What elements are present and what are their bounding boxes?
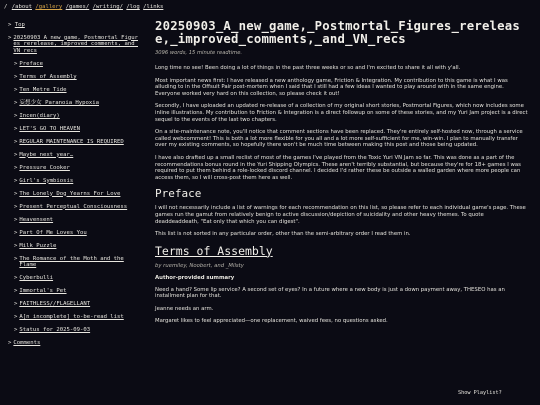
toc-item-link[interactable]: Present Perceptual Consciousness: [19, 203, 128, 210]
toc-item-arrow: >: [14, 73, 18, 80]
toc-item-link[interactable]: Terms of Assembly: [19, 73, 77, 80]
paragraph-3: Secondly, I have uploaded an updated re-release of a collection of my original short stories, Postmortal Figures, which now includes some inline illustrations. My contribution to Friction & Integration is a direct followup on some of these stories, and my Yuri Jam project is a direct sequel to the events of the last two chapters.: [155, 103, 528, 123]
toc-item-arrow: >: [14, 255, 18, 262]
toc-item: [14, 126, 138, 139]
nav-gallery-link[interactable]: /gallery: [35, 4, 63, 10]
toc-item-arrow: >: [14, 314, 18, 321]
paragraph-5: I have also drafted up a small reclist of most of the games I've played from the Toxic Yuri VN Jam so far. This was done as a part of the recommendations bonus round in the Yuri Shipping Olympics. These aren't terribly substantial, but because they're for 18+ games I was required to put them behind a role-locked discord channel. I decided I'd rather these be outside a walled garden where more people can access them, so I will cross-post them here as well.: [155, 154, 521, 181]
toc-item-link[interactable]: Pressure Cooker: [19, 164, 70, 171]
toc-item-arrow: >: [14, 60, 18, 67]
toc-item-link[interactable]: Immortal's Pet: [19, 288, 67, 295]
paragraph-10: Margaret likes to feel appreciated—one replacement, waived fees, no questions asked.: [155, 318, 388, 325]
toc-item: [14, 87, 138, 100]
toc-item-link[interactable]: FAITHLESS//FLAGELLANT: [19, 301, 91, 308]
toc-item: [14, 165, 138, 178]
toc-item-arrow: >: [14, 301, 18, 308]
preface-heading: Preface: [155, 187, 202, 201]
toc-item-arrow: >: [14, 190, 18, 197]
paragraph-9: Jeanne needs an arm.: [155, 305, 214, 312]
terms-of-assembly-heading[interactable]: Terms of Assembly: [155, 243, 273, 258]
top-nav: [4, 4, 163, 10]
nav-links-link[interactable]: /links: [143, 4, 164, 10]
toc-item-link[interactable]: LET'S GO TO HEAVEN: [19, 125, 80, 132]
toc-item-arrow: >: [14, 151, 18, 158]
toc-item: [14, 301, 138, 314]
toc-article-arrow: >: [8, 34, 12, 41]
toc-item-link[interactable]: Incen(diary): [19, 112, 60, 119]
toc-item: [14, 74, 138, 87]
article: [155, 20, 529, 331]
author-summary-heading: Author-provided summary: [155, 274, 235, 281]
article-title: 20250903_A_new_game,_Postmortal_Figures_rerelease,_improved_comments,_and_VN_recs: [155, 19, 520, 46]
toc-item: [14, 100, 138, 113]
nav-games-link[interactable]: /games/: [65, 4, 90, 10]
toc-item: [14, 275, 138, 288]
toc-item-link[interactable]: A[n incomplete] to-be-read list: [19, 314, 124, 321]
nav-writing-link[interactable]: /writing/: [92, 4, 123, 10]
toc-item: [14, 314, 138, 327]
toc-item-link[interactable]: Maybe next year…: [19, 151, 74, 158]
toc-item-arrow: >: [14, 86, 18, 93]
toc-item: [14, 139, 138, 152]
paragraph-7: This list is not sorted in any particular order, other than the semi-arbitrary order I read them in.: [155, 231, 411, 238]
toc-list: [8, 61, 138, 340]
paragraph-1: Long time no see! Been doing a lot of things in the past three weeks or so and I'm excited to share it all with y'all.: [155, 65, 461, 71]
toc-item-link[interactable]: Milk Puzzle: [19, 242, 57, 249]
nav-log-link[interactable]: /log: [126, 4, 140, 10]
toc-item: [14, 217, 138, 230]
paragraph-8: Need a hand? Some lip service? A second set of eyes? In a future where a new body is just a down payment away, THESEO has an installment plan for that.: [155, 286, 505, 300]
toc-item: [14, 191, 138, 204]
table-of-contents: [8, 22, 138, 353]
toc-item: [14, 256, 138, 276]
show-playlist-button[interactable]: Show Playlist?: [458, 390, 502, 396]
toc-item-link[interactable]: Girl's Symbiosis: [19, 177, 74, 184]
toc-item-link[interactable]: Cyberbulli: [19, 275, 54, 282]
toc-item-link[interactable]: Heavensent: [19, 216, 54, 223]
toc-item-link[interactable]: Ten Metre Tide: [19, 86, 67, 93]
toc-comments-link[interactable]: Comments: [13, 340, 41, 347]
toc-item: [14, 61, 138, 74]
toc-item-arrow: >: [14, 216, 18, 223]
toc-item-arrow: >: [14, 138, 18, 145]
toc-item-arrow: >: [14, 229, 18, 236]
toc-item: [14, 113, 138, 126]
toc-item: [14, 230, 138, 243]
toc-item-arrow: >: [14, 275, 18, 282]
toc-item: [14, 178, 138, 191]
toc-item-arrow: >: [14, 112, 18, 119]
article-meta: 3096 words, 15 minute readtime.: [155, 50, 243, 56]
toc-article-link[interactable]: 20250903_A_new_game,_Postmortal_Figures_rerelease,_improved_comments,_and_VN_recs: [13, 34, 138, 54]
toc-item-arrow: >: [14, 125, 18, 132]
toc-item-link[interactable]: Status for 2025-09-03: [19, 327, 91, 334]
toc-comments-arrow: >: [8, 340, 12, 347]
paragraph-2: Most important news first: I have released a new anthology game, Friction & Integration. My contribution to this game is what I was alluding to in the Offsuit Pair post-mortem when I said that I still had a few ideas I wanted to play around with in the same engine. Everyone worked very hard on this collection, so please check it out!: [155, 77, 508, 97]
paragraph-4: On a site-maintenance note, you'll notice that comment sections have been replaced. They're entirely self-hosted now, through a service called webcomment! This is both a lot more flexible for you all and a lot more self-sufficient for me, win-win. I plan to manually transfer over my existing comments, so hopefully there won't be much time between making this post and those being updated.: [155, 129, 523, 149]
nav-about-link[interactable]: /about: [11, 4, 32, 10]
nav-root-slash: /: [4, 4, 8, 10]
toc-item-arrow: >: [14, 288, 18, 295]
toc-item-link[interactable]: 妄想少女 Paranoia Hypoxia: [19, 99, 100, 106]
toc-item-link[interactable]: The Romance of the Moth and the Flame: [19, 255, 124, 269]
toc-item-arrow: >: [14, 177, 18, 184]
toc-top-arrow: >: [8, 22, 15, 28]
byline: by ruemiley, Noobert, and _Milsty: [155, 262, 244, 269]
toc-item: [14, 243, 138, 256]
toc-item-arrow: >: [14, 327, 18, 334]
toc-item-link[interactable]: Preface: [19, 60, 43, 67]
toc-item-arrow: >: [14, 164, 18, 171]
paragraph-6: I will not necessarily include a list of warnings for each recommendation on this list, so please refer to each individual game's page. These games run the gamut from relatively benign to active discussion/depiction of suicidality and other heavy themes. To quote deaddeaddeath, "Eat only that which you can digest".: [155, 205, 526, 225]
toc-item-arrow: >: [14, 203, 18, 210]
toc-item-arrow: >: [14, 242, 18, 249]
toc-item-link[interactable]: Part Of Me Loves You: [19, 229, 87, 236]
toc-item: [14, 152, 138, 165]
toc-item: [14, 288, 138, 301]
toc-item: [14, 327, 138, 340]
toc-item-link[interactable]: REGULAR MAINTENANCE IS REQUIRED: [19, 138, 124, 145]
toc-item-arrow: >: [14, 99, 18, 106]
toc-top-link[interactable]: Top: [14, 22, 25, 28]
toc-item: [14, 204, 138, 217]
toc-item-link[interactable]: The Lonely Dog Yearns For Love: [19, 190, 121, 197]
